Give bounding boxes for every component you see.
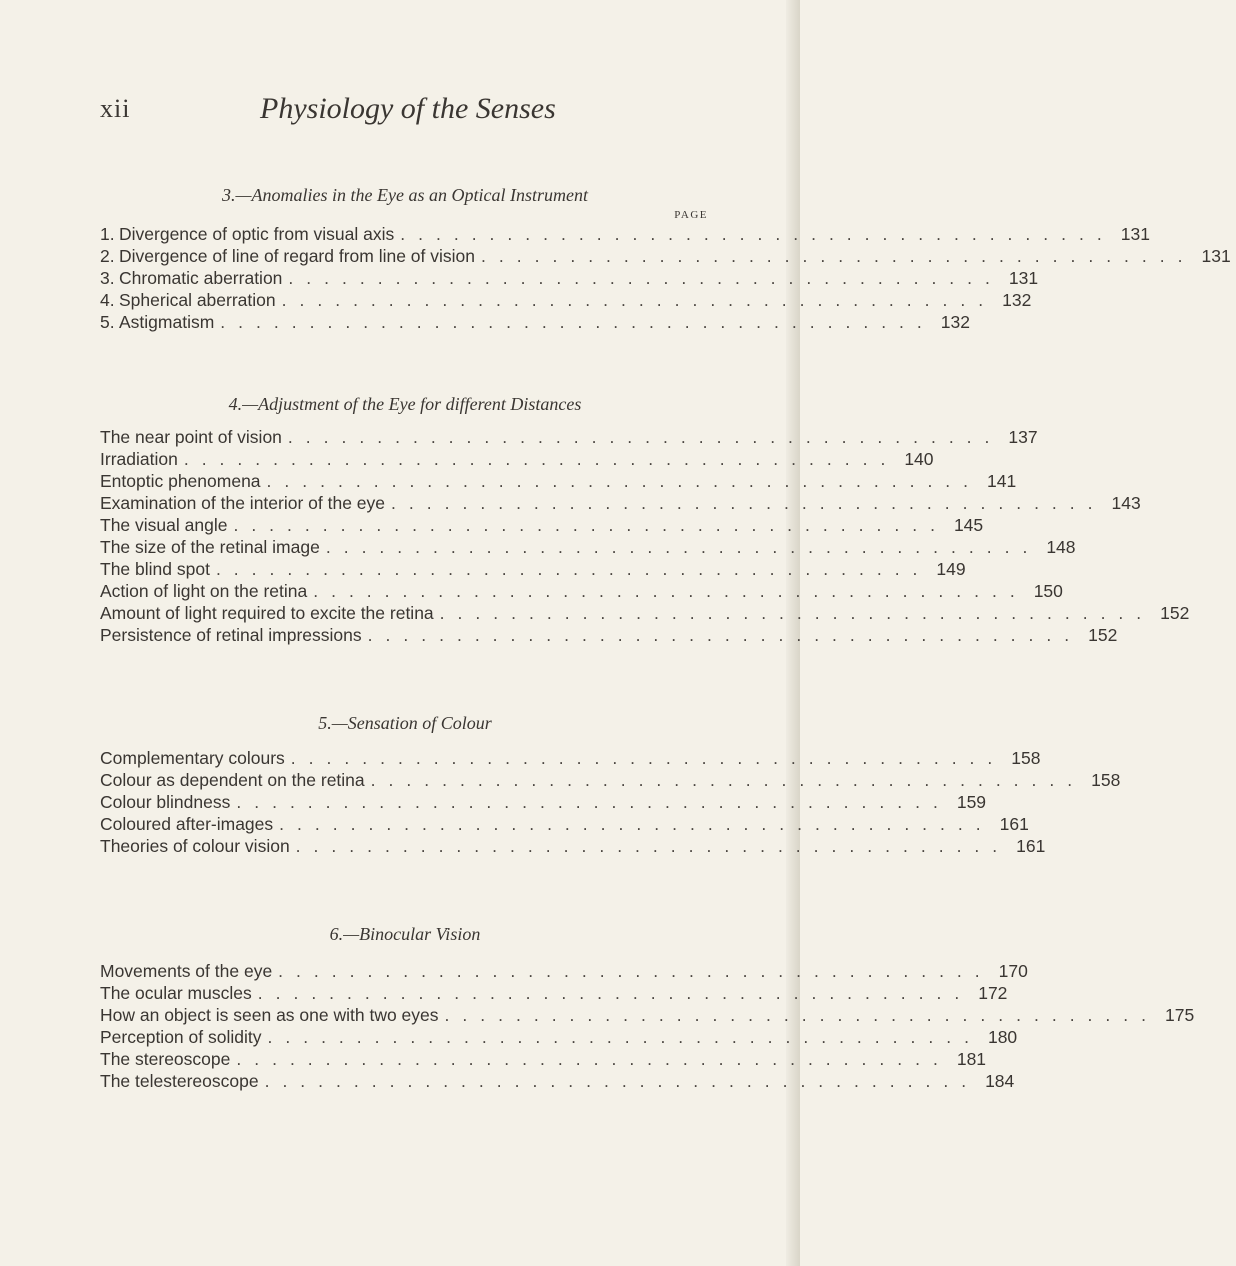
dot-leader: ........................................ xyxy=(267,1027,982,1047)
dot-leader: ........................................ xyxy=(233,515,948,535)
toc-entry xyxy=(100,791,987,813)
toc-entries xyxy=(100,960,1195,1092)
entry-page-number: 140 xyxy=(904,449,934,469)
dot-leader: ........................................ xyxy=(220,312,935,332)
section-title xyxy=(100,183,710,207)
running-title: Physiology of the Senses xyxy=(260,92,556,125)
toc-entry xyxy=(100,492,1141,514)
entry-label: Chromatic aberration xyxy=(119,268,283,288)
entry-page-number: 158 xyxy=(1091,770,1121,790)
entry-page-number: 175 xyxy=(1165,1005,1195,1025)
entry-label: The ocular muscles xyxy=(100,983,252,1003)
toc-entry xyxy=(100,624,1118,646)
toc-entry xyxy=(100,267,1039,289)
toc-entries xyxy=(100,747,1121,857)
toc-entry xyxy=(100,536,1076,558)
entry-label: Divergence of optic from visual axis xyxy=(119,224,395,244)
entry-page-number: 161 xyxy=(1016,836,1046,856)
section-heading: —Adjustment of the Eye for different Distances xyxy=(242,394,582,414)
dot-leader: ........................................ xyxy=(266,471,982,491)
entry-label: Colour blindness xyxy=(100,792,231,812)
entry-label: Movements of the eye xyxy=(100,961,273,981)
entry-label: Irradiation xyxy=(100,449,178,469)
entry-page-number: 141 xyxy=(987,471,1017,491)
toc-entry xyxy=(100,514,984,536)
page-folio: xii xyxy=(100,94,131,123)
entry-number: 5. xyxy=(100,312,115,332)
entry-label: Theories of colour vision xyxy=(100,836,290,856)
entry-page-number: 149 xyxy=(936,559,966,579)
section-number: 6. xyxy=(329,924,344,944)
entry-label: The size of the retinal image xyxy=(100,537,320,557)
toc-entry xyxy=(100,245,1231,267)
dot-leader: ........................................ xyxy=(313,581,1028,601)
entry-page-number: 172 xyxy=(978,983,1008,1003)
toc-entry xyxy=(100,1004,1195,1026)
entry-page-number: 181 xyxy=(956,1049,987,1069)
entry-label: Colour as dependent on the retina xyxy=(100,770,365,790)
entry-page-number: 132 xyxy=(940,312,970,332)
entry-number: 3. xyxy=(100,268,115,288)
entry-label: How an object is seen as one with two eyes xyxy=(100,1005,439,1025)
section-heading: —Anomalies in the Eye as an Optical Instrument xyxy=(235,185,588,205)
entry-label: Amount of light required to excite the retina xyxy=(100,603,434,623)
section-title xyxy=(100,392,710,416)
toc-entry xyxy=(100,558,966,580)
dot-leader: ........................................ xyxy=(367,625,1083,645)
entry-label: The visual angle xyxy=(100,515,228,535)
entry-label: Spherical aberration xyxy=(119,290,276,310)
toc-entry xyxy=(100,747,1041,769)
entry-number: 2. xyxy=(100,246,115,266)
entry-page-number: 132 xyxy=(1002,290,1032,310)
dot-leader: ........................................ xyxy=(295,836,1011,856)
toc-entry xyxy=(100,448,934,470)
dot-leader: ........................................ xyxy=(288,268,1003,288)
toc-entry xyxy=(100,960,1028,982)
entry-page-number: 137 xyxy=(1008,427,1038,447)
dot-leader: ........................................ xyxy=(481,246,1196,266)
entry-label: Action of light on the retina xyxy=(100,581,308,601)
entry-label: The near point of vision xyxy=(100,427,282,447)
entry-page-number: 143 xyxy=(1111,493,1141,513)
entry-label: Perception of solidity xyxy=(100,1027,262,1047)
entry-page-number: 131 xyxy=(1008,268,1039,288)
dot-leader: ........................................ xyxy=(236,792,951,812)
dot-leader: ........................................ xyxy=(287,427,1003,447)
entry-page-number: 131 xyxy=(1120,224,1150,244)
entry-label: The blind spot xyxy=(100,559,210,579)
toc-section-5 xyxy=(100,711,1121,857)
toc-section-4 xyxy=(100,392,1190,646)
entry-page-number: 180 xyxy=(987,1027,1018,1047)
entry-page-number: 152 xyxy=(1088,625,1118,645)
entry-page-number: 145 xyxy=(953,515,984,535)
entry-page-number: 158 xyxy=(1011,748,1041,768)
toc-entry xyxy=(100,470,1017,492)
entry-label: Astigmatism xyxy=(119,312,215,332)
toc-entry xyxy=(100,580,1063,602)
dot-leader: ........................................ xyxy=(279,814,994,834)
section-number: 5. xyxy=(318,713,332,733)
toc-entry xyxy=(100,1026,1018,1048)
entry-page-number: 148 xyxy=(1046,537,1076,557)
dot-leader: ........................................ xyxy=(444,1005,1159,1025)
section-title xyxy=(100,711,710,735)
entry-page-number: 152 xyxy=(1160,603,1190,623)
section-number: 4. xyxy=(228,394,243,414)
dot-leader: ........................................ xyxy=(439,603,1155,623)
dot-leader: ........................................ xyxy=(370,770,1086,790)
entry-page-number: 184 xyxy=(985,1071,1015,1091)
toc-entry xyxy=(100,769,1121,791)
entry-label: Entoptic phenomena xyxy=(100,471,261,491)
toc-entry xyxy=(100,813,1029,835)
entry-page-number: 161 xyxy=(999,814,1029,834)
entry-page-number: 159 xyxy=(956,792,987,812)
entry-number: 1. xyxy=(100,224,115,244)
toc-entry xyxy=(100,426,1038,448)
toc-entry xyxy=(100,835,1046,857)
entry-label: Examination of the interior of the eye xyxy=(100,493,386,513)
dot-leader: ........................................ xyxy=(183,449,899,469)
entry-label: Complementary colours xyxy=(100,748,285,768)
dot-leader: ........................................ xyxy=(400,224,1115,244)
entry-page-number: 131 xyxy=(1201,246,1231,266)
toc-section-3 xyxy=(100,183,1231,333)
toc-entry xyxy=(100,1048,987,1070)
dot-leader: ........................................ xyxy=(278,961,993,981)
page-header xyxy=(100,92,700,132)
dot-leader: ........................................ xyxy=(264,1071,980,1091)
section-title xyxy=(100,922,710,946)
dot-leader: ........................................ xyxy=(236,1049,951,1069)
toc-entry xyxy=(100,602,1190,624)
toc-entry xyxy=(100,311,970,333)
toc-section-6 xyxy=(100,922,1195,1092)
entry-number: 4. xyxy=(100,290,115,310)
dot-leader: ........................................ xyxy=(325,537,1041,557)
page-column-heading: PAGE xyxy=(674,209,708,221)
section-heading: —Sensation of Colour xyxy=(331,713,492,733)
dot-leader: ........................................ xyxy=(281,290,997,310)
toc-entry xyxy=(100,982,1008,1004)
toc-entry xyxy=(100,1070,1015,1092)
dot-leader: ........................................ xyxy=(290,748,1006,768)
toc-entry xyxy=(100,223,1150,245)
toc-entry xyxy=(100,289,1032,311)
entry-label: Divergence of line of regard from line of vision xyxy=(119,246,476,266)
dot-leader: ........................................ xyxy=(257,983,973,1003)
dot-leader: ........................................ xyxy=(391,493,1106,513)
section-heading: —Binocular Vision xyxy=(343,924,481,944)
entry-label: Persistence of retinal impressions xyxy=(100,625,362,645)
entry-page-number: 150 xyxy=(1033,581,1063,601)
entry-label: Coloured after-images xyxy=(100,814,274,834)
toc-entries xyxy=(100,426,1190,646)
section-number: 3. xyxy=(222,185,236,205)
entry-label: The stereoscope xyxy=(100,1049,231,1069)
entry-page-number: 170 xyxy=(998,961,1028,981)
dot-leader: ........................................ xyxy=(215,559,931,579)
entry-label: The telestereoscope xyxy=(100,1071,259,1091)
toc-entries xyxy=(100,223,1231,333)
